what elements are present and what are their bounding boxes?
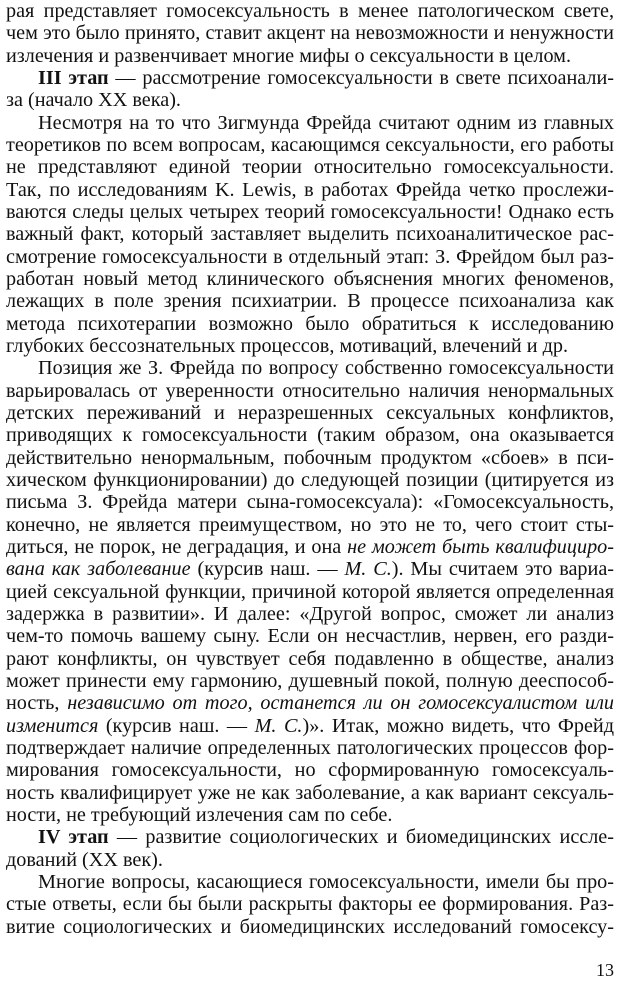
text-line: глубоких бессознательных процессов, мотиваций, влечений и др. xyxy=(6,335,569,357)
text-line: лежащих в поле зрения психиатрии. В процессе психоанализа как xyxy=(6,290,614,312)
text-line: изменится (курсив наш. — М. С.)». Итак, можно видеть, что Фрейд xyxy=(6,715,614,737)
text-line: чем-то помочь вашему сыну. Если он несчастлив, нервен, его разди- xyxy=(6,625,614,647)
italic-initials: М. С. xyxy=(344,558,392,580)
text-line: конечно, не является преимуществом, но это не то, чего стоит сты- xyxy=(6,514,614,536)
text-line: важный факт, который заставляет выделить психоаналитическое рас- xyxy=(6,223,614,245)
text-line: варьировалась от уверенности относительно наличия ненормальных xyxy=(6,380,614,402)
text-line: детских переживаний и неразрешенных сексуальных конфликтов, xyxy=(6,402,614,424)
text-line: приводящих к гомосексуальности (таким образом, она оказывается xyxy=(6,424,614,446)
text-line: работан новый метод клинического объяснения многих феноменов, xyxy=(6,268,614,290)
text-line: подтверждает наличие определенных патологических процессов фор- xyxy=(6,737,614,759)
text-line: за (начало XX века). xyxy=(6,89,181,111)
italic-emphasis: независимо от того, останется ли он гомосексуалистом или xyxy=(67,692,614,714)
text-line: вана как заболевание (курсив наш. — М. С.). Мы считаем это вариа- xyxy=(6,558,614,580)
italic-emphasis: вана как заболевание xyxy=(6,558,191,580)
text-line: письма З. Фрейда матери сына-гомосексуала): «Гомосексуальность, xyxy=(6,491,614,513)
text-line: рают конфликты, он чувствует себя подавленно в обществе, анализ xyxy=(6,648,614,670)
italic-emphasis: изменится xyxy=(6,715,99,737)
section-heading-line: IV этап — развитие социологических и биомедицинских иссле- xyxy=(38,826,614,848)
text-line: ваются следы целых четырех теорий гомосексуальности! Однако есть xyxy=(6,201,614,223)
text-line: может принести ему гармонию, душевный покой, полную дееспособ- xyxy=(6,670,614,692)
text-line: витие социологических и биомедицинских исследований гомосексу- xyxy=(6,916,614,938)
italic-initials: М. С. xyxy=(254,715,303,737)
text-line: теоретиков по всем вопросам, касающимся сексуальности, его работы xyxy=(6,134,614,156)
text-line: дований (XX век). xyxy=(6,849,163,871)
text-line: стые ответы, если бы были раскрыты факторы ее формирования. Раз- xyxy=(6,893,614,915)
page-number: 13 xyxy=(596,960,614,980)
stage-heading: IV этап xyxy=(38,826,109,848)
text-line: Позиция же З. Фрейда по вопросу собственно гомосексуальности xyxy=(38,357,614,379)
text-line: цией сексуальной функции, причиной которой является определенная xyxy=(6,581,614,603)
stage-heading: III этап xyxy=(38,67,109,89)
text-line: задержка в развитии». И далее: «Другой вопрос, сможет ли анализ xyxy=(6,603,614,625)
text-line: не представляют единой теории относительно гомосексуальности. xyxy=(6,156,614,178)
text-line: метода психотерапии возможно было обратиться к исследованию xyxy=(6,313,614,335)
text-line: излечения и развенчивает многие мифы о сексуальности в целом. xyxy=(6,45,571,67)
text-line: ности, не требующий излечения сам по себе. xyxy=(6,804,393,826)
text-line: чем это было принято, ставит акцент на невозможности и ненужности xyxy=(6,22,614,44)
text-line: ность квалифицирует уже не как заболевание, а как вариант сексуаль- xyxy=(6,782,614,804)
text-line: мирования гомосексуальности, но сформированную гомосексуаль- xyxy=(6,759,614,781)
italic-emphasis: не может быть квалифициро- xyxy=(347,536,614,558)
text-line: действительно ненормальным, побочным продуктом «сбоев» в пси- xyxy=(6,447,614,469)
section-heading-line: III этап — рассмотрение гомосексуальности в свете психоанали- xyxy=(38,67,614,89)
text-line: Многие вопросы, касающиеся гомосексуальности, имели бы про- xyxy=(38,871,614,893)
text-line: Несмотря на то что Зигмунда Фрейда считают одним из главных xyxy=(38,112,614,134)
text-line: ность, независимо от того, останется ли он гомосексуалистом или xyxy=(6,692,614,714)
text-line: хическом функционировании) до следующей позиции (цитируется из xyxy=(6,469,614,491)
text-line: диться, не порок, не деградация, и она не может быть квалифициро- xyxy=(6,536,614,558)
text-line: Так, по исследованиям K. Lewis, в работах Фрейда четко прослежи- xyxy=(6,179,614,201)
text-line: рая представляет гомосексуальность в менее патологическом свете, xyxy=(6,0,614,22)
text-line: смотрение гомосексуальности в отдельный этап: З. Фрейдом был раз- xyxy=(6,246,614,268)
